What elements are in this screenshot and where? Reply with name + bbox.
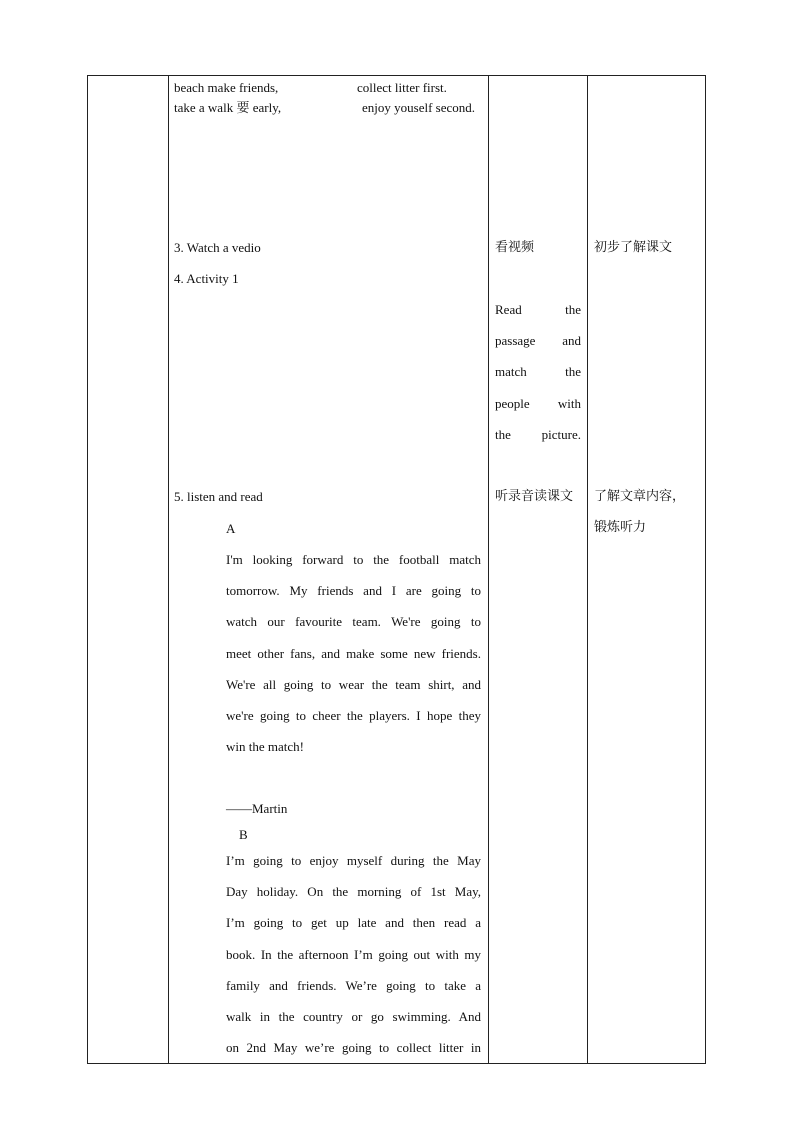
top-row2-left bbox=[174, 100, 281, 117]
step3-label: 3. Watch a vedio bbox=[174, 240, 261, 255]
top-row2-right: enjoy youself second. bbox=[362, 100, 476, 115]
top-row2-left-cjk: 要 bbox=[236, 101, 250, 116]
column-divider-3 bbox=[587, 76, 588, 1063]
passage-b-line: I’m going to enjoy myself during the May bbox=[226, 853, 481, 868]
passage-b-line: walk in the country or go swimming. And bbox=[226, 1008, 481, 1024]
passage-a-signature: ——Martin bbox=[226, 801, 288, 816]
step4-student-activity bbox=[495, 294, 581, 450]
step4-activity-line: people with bbox=[495, 395, 581, 411]
step5-purpose-line-1: 了解文章内容， bbox=[594, 489, 686, 504]
passage-a-line: we're going to cheer the players. I hope they bbox=[226, 707, 481, 723]
passage-b-line: family and friends. We’re going to take a bbox=[226, 977, 481, 993]
step4-activity-line: Read the bbox=[495, 302, 581, 317]
passage-b-line: I’m going to get up late and then read a bbox=[226, 915, 481, 931]
passage-b-line: book. In the afternoon I’m going out with my bbox=[226, 946, 481, 962]
passage-a-line: meet other fans, and make some new friends. bbox=[226, 645, 481, 661]
step5-purpose-line-2: 锻炼听力 bbox=[594, 520, 647, 535]
step5-label: 5. listen and read bbox=[174, 489, 263, 504]
top-row1-right: collect litter first. bbox=[357, 80, 447, 95]
passage-a-line: tomorrow. My friends and I are going to bbox=[226, 583, 481, 599]
step4-activity-line: match the bbox=[495, 364, 581, 380]
step3-purpose: 初步了解课文 bbox=[594, 240, 673, 255]
passage-a-line: win the match! bbox=[226, 739, 304, 755]
step4-activity-line: the picture. bbox=[495, 426, 581, 442]
step3-student-activity: 看视频 bbox=[495, 240, 535, 255]
top-row1-left: beach make friends, bbox=[174, 80, 279, 95]
column-divider-1 bbox=[168, 76, 169, 1063]
step4-activity-line: passage and bbox=[495, 333, 581, 349]
passage-b-line: on 2nd May we’re going to collect litter in bbox=[226, 1040, 481, 1056]
passage-b-body bbox=[226, 845, 481, 1063]
passage-b-line: Day holiday. On the morning of 1st May, bbox=[226, 884, 481, 900]
passage-a-line: We're all going to wear the team shirt, and bbox=[226, 676, 481, 692]
passage-a-line: I'm looking forward to the football match bbox=[226, 552, 481, 567]
top-row2-left-b: early, bbox=[252, 100, 282, 115]
passage-b-heading: B bbox=[239, 827, 248, 842]
top-row2-left-a: take a walk bbox=[174, 100, 234, 115]
passage-a-line: watch our favourite team. We're going to bbox=[226, 614, 481, 630]
passage-a-heading: A bbox=[226, 521, 236, 536]
step5-student-activity: 听录音读课文 bbox=[495, 489, 574, 504]
step4-label: 4. Activity 1 bbox=[174, 271, 239, 286]
column-divider-2 bbox=[488, 76, 489, 1063]
passage-a-body bbox=[226, 544, 481, 762]
